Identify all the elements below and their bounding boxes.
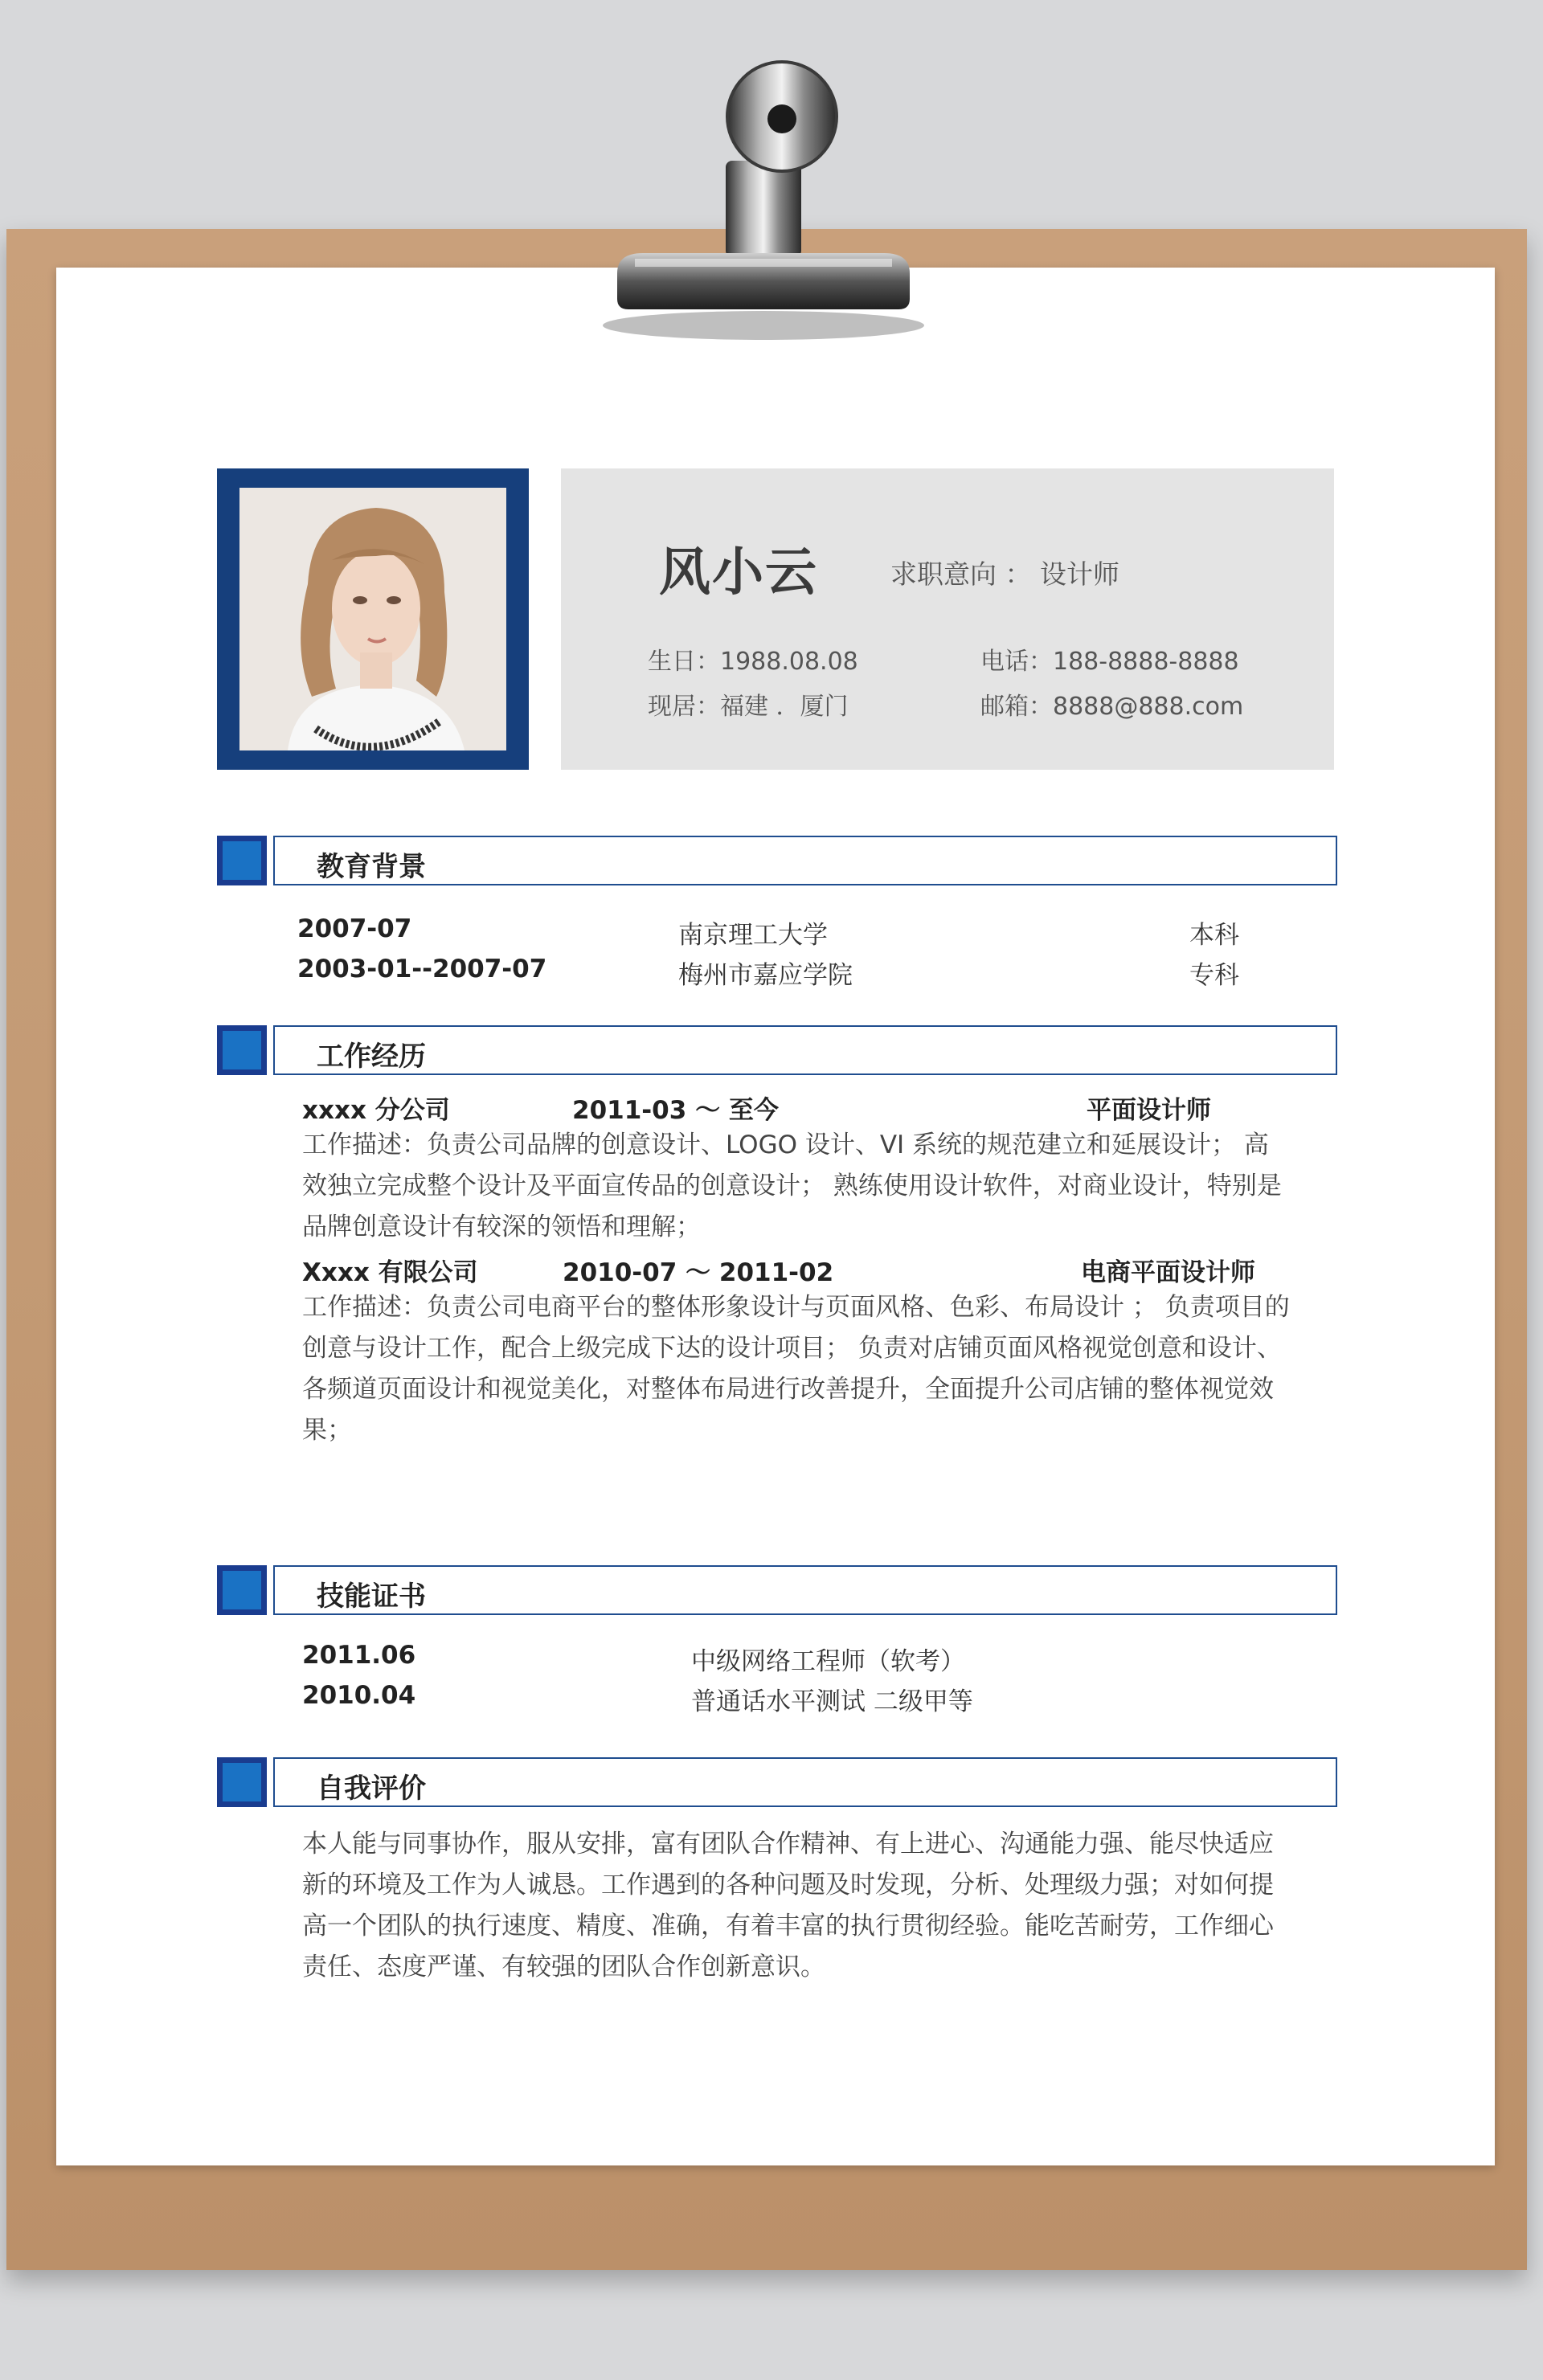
section-education [217,836,1337,885]
edu-date: 2003-01--2007-07 [297,955,547,983]
section-self-evaluation [217,1757,1337,1807]
residence: 现居：福建 ．厦门 [648,693,849,721]
section-square-icon [217,1757,267,1807]
edu-school: 梅州市嘉应学院 [678,961,853,990]
profile-photo [239,488,506,750]
birthday: 生日：1988.08.08 [648,648,858,676]
section-work [217,1025,1337,1075]
section-square-icon [217,1025,267,1075]
self-evaluation-text: 本人能与同事协作，服从安排，富有团队合作精神、有上进心、沟通能力强、能尽快适应新的环境及工作为人诚恳。工作遇到的各种问题及时发现，分析、处理级力强；对如何提高一个团队的执行速度、精度、准确，有着丰富的执行贯彻经验。能吃苦耐劳，工作细心责任、态度严谨、有较强的团队合作创新意识。 [302,1830,1274,1981]
edu-date: 2007-07 [297,914,412,943]
work-period: 2010-07 ～ 2011-02 [563,1258,834,1287]
section-skills [217,1565,1337,1615]
edu-degree: 本科 [1189,921,1239,950]
portrait-illustration [239,488,506,750]
skill-date: 2010.04 [302,1681,416,1710]
section-square-icon [217,1565,267,1615]
work-description: 工作描述：负责公司电商平台的整体形象设计与页面风格、色彩、布局设计 ； 负责项目的创意与设计工作，配合上级完成下达的设计项目； 负责对店铺页面风格视觉创意和设计、各频道页面设计和视觉美化，对整体布局进行改善提升，全面提升公司店铺的整体视觉效果； [302,1293,1290,1445]
section-title: 教育背景 [317,851,426,883]
profile-header [561,468,1334,770]
section-title: 工作经历 [317,1041,426,1073]
skill-date: 2011.06 [302,1641,416,1670]
binder-clip-icon [579,48,948,354]
work-company: xxxx 分公司 [302,1096,450,1125]
skill-name: 普通话水平测试 二级甲等 [691,1687,973,1716]
work-description: 工作描述：负责公司品牌的创意设计、LOGO 设计、VI 系统的规范建立和延展设计； 高效独立完成整个设计及平面宣传品的创意设计； 熟练使用设计软件，对商业设计，特别是品牌创意设计有较深的领悟和理解； [302,1131,1282,1241]
work-position: 平面设计师 [1087,1096,1211,1125]
section-square-icon [217,836,267,885]
job-intent: 求职意向 ： 设计师 [890,558,1119,590]
work-position: 电商平面设计师 [1081,1258,1255,1287]
section-title: 自我评价 [317,1773,426,1805]
edu-school: 南京理工大学 [678,921,828,950]
skill-name: 中级网络工程师（软考） [691,1647,965,1676]
candidate-name: 风小云 [659,543,818,603]
edu-degree: 专科 [1189,961,1239,990]
section-title: 技能证书 [317,1581,426,1613]
work-period: 2011-03 ～ 至今 [572,1096,779,1125]
email: 邮箱：8888@888.com [980,693,1244,721]
profile-photo-frame [217,468,529,770]
phone: 电话：188-8888-8888 [980,648,1239,676]
work-company: Xxxx 有限公司 [302,1258,478,1287]
